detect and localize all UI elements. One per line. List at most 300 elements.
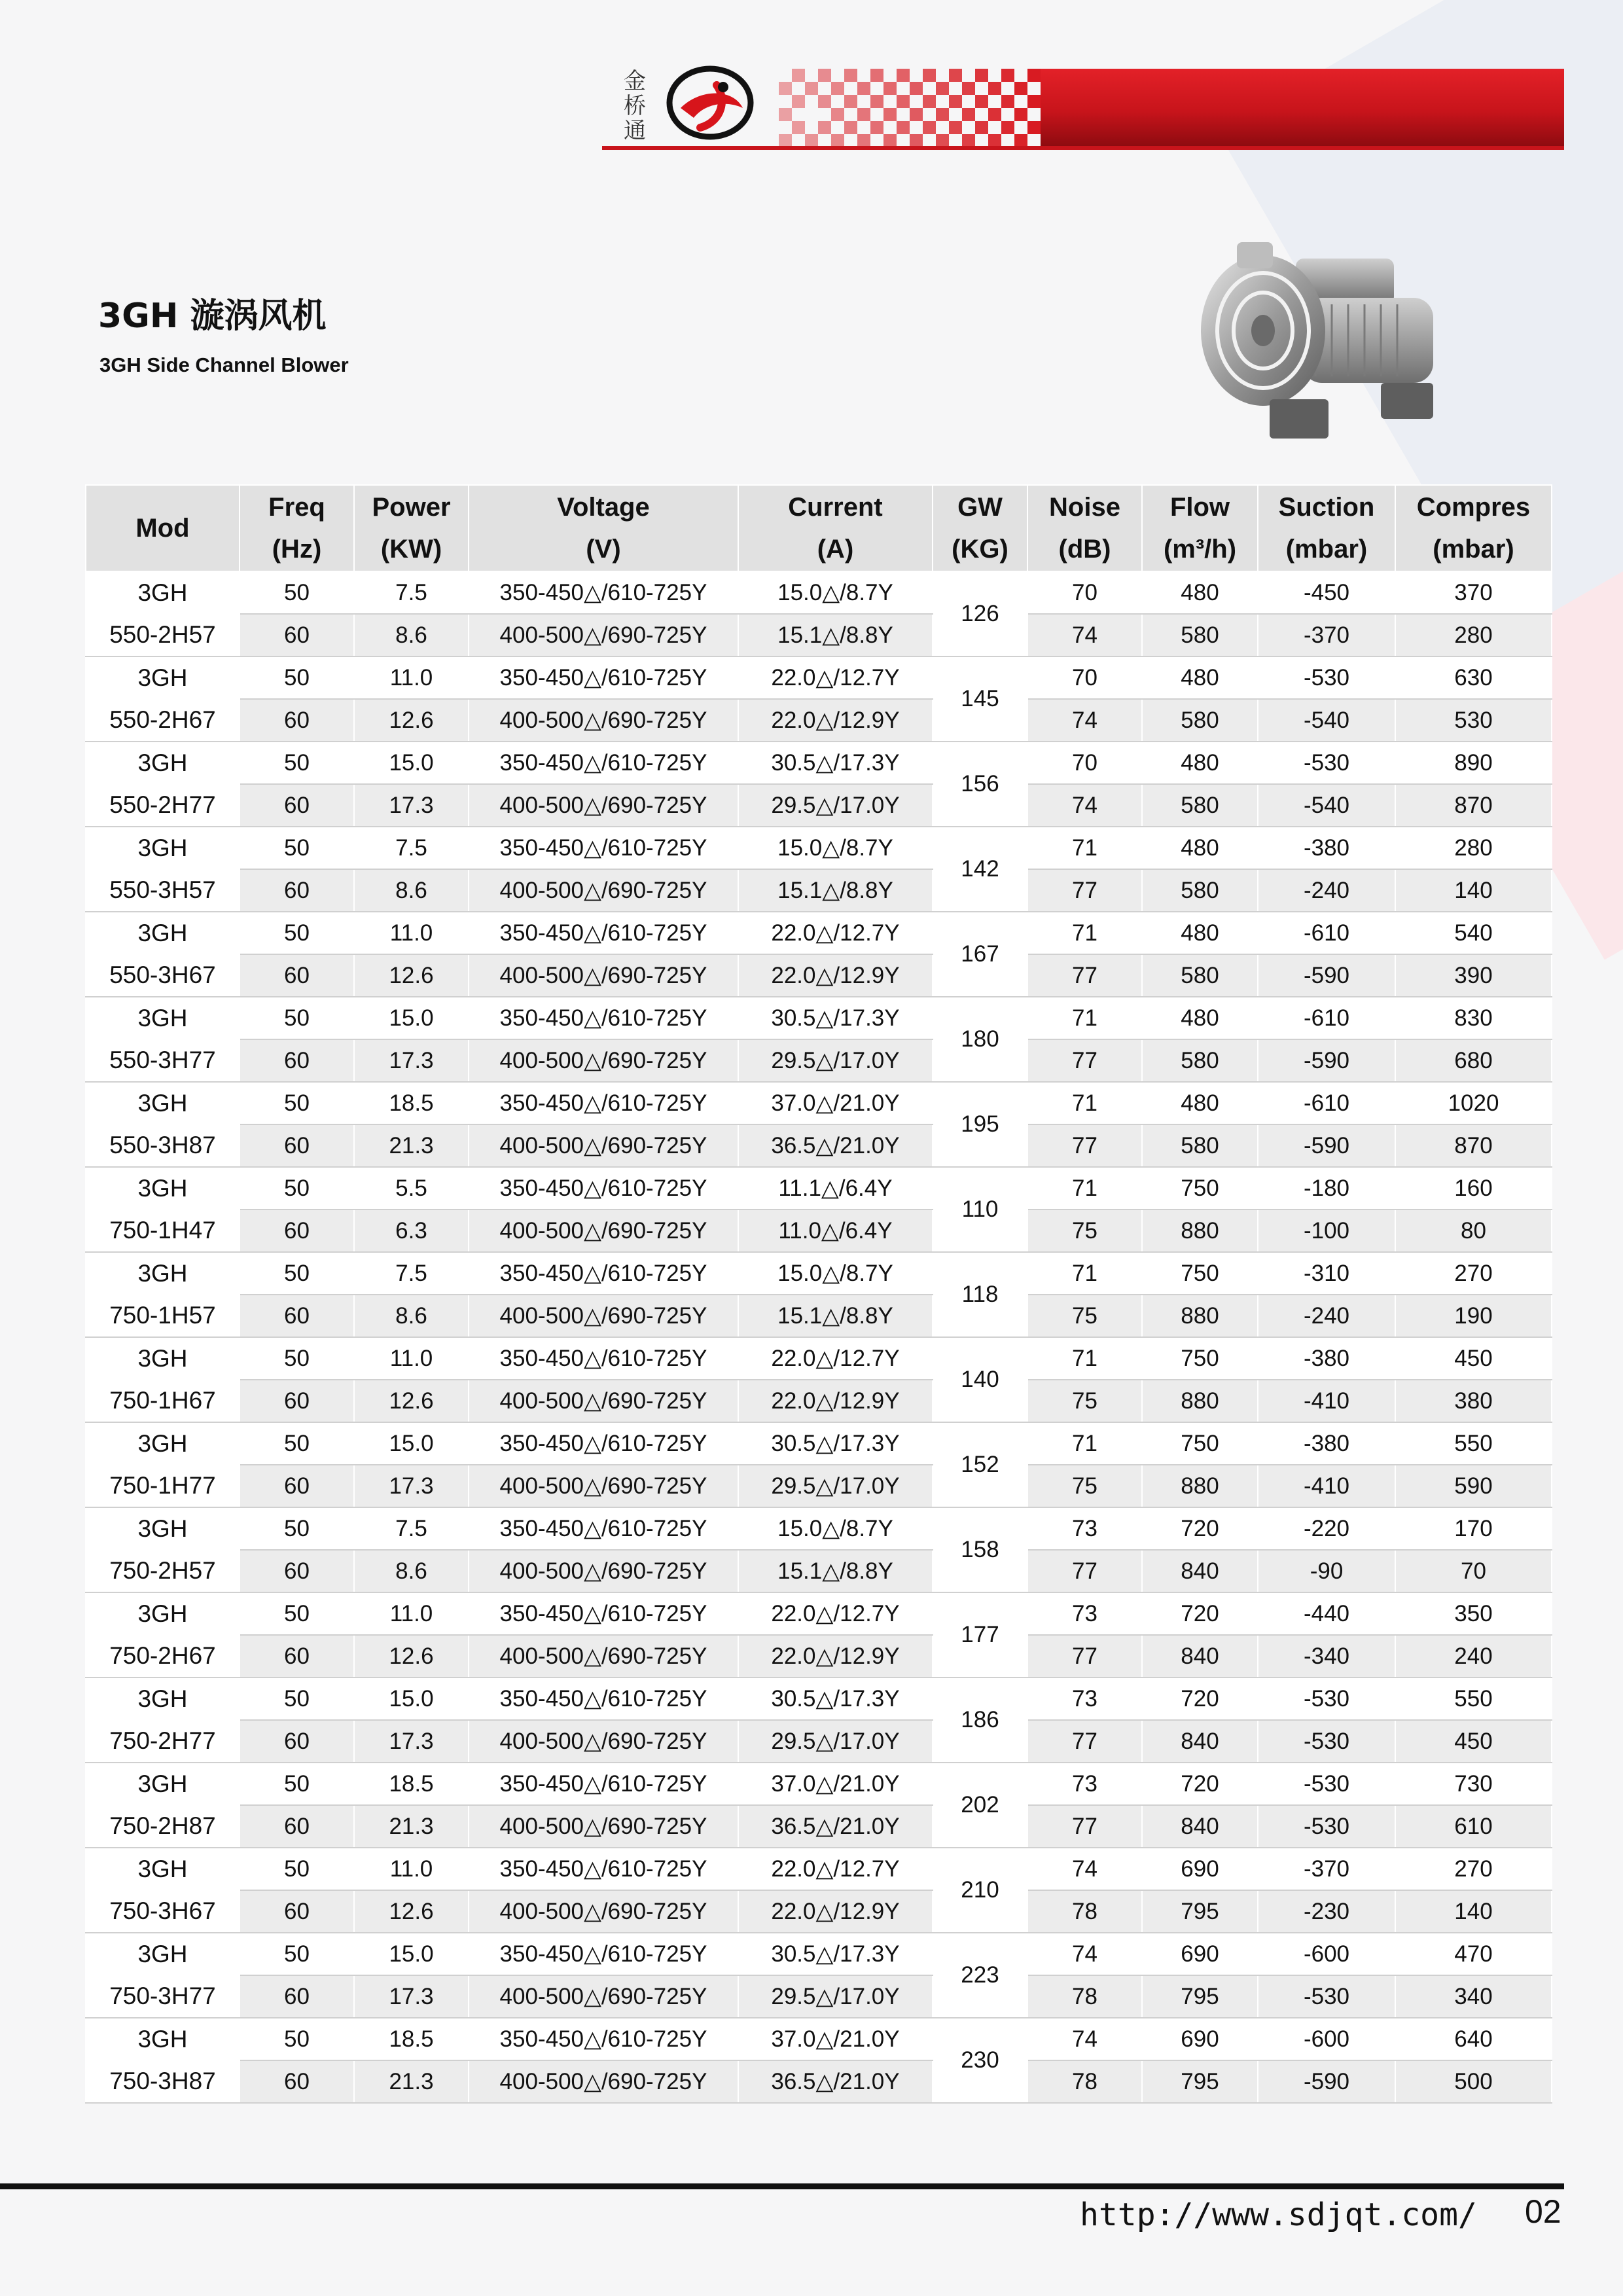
current-cell: 22.0△/12.9Y [738,954,933,997]
voltage-cell: 400-500△/690-725Y [469,1550,738,1592]
freq-cell: 60 [240,1465,354,1507]
noise-cell: 74 [1027,614,1142,656]
voltage-cell: 350-450△/610-725Y [469,827,738,869]
gw-cell: 152 [933,1422,1027,1507]
table-row [86,1592,1552,1635]
flow-cell: 580 [1142,1039,1258,1082]
model-number: 750-2H87 [109,1812,216,1839]
power-cell: 7.5 [354,827,469,869]
compres-cell: 380 [1395,1380,1552,1422]
model-series: 3GH [137,579,188,606]
model-number: 550-2H77 [109,791,216,818]
model-number: 750-3H77 [109,1982,216,2009]
compres-cell: 530 [1395,699,1552,742]
compres-cell: 240 [1395,1635,1552,1677]
noise-cell: 71 [1027,1252,1142,1295]
table-row [86,1550,1552,1592]
compres-cell: 630 [1395,656,1552,699]
model-cell [86,1337,240,1422]
model-cell [86,827,240,912]
flow-cell: 750 [1142,1252,1258,1295]
compres-cell: 160 [1395,1167,1552,1210]
voltage-cell: 400-500△/690-725Y [469,954,738,997]
current-cell: 22.0△/12.9Y [738,1635,933,1677]
suction-cell: -380 [1258,827,1395,869]
voltage-cell: 400-500△/690-725Y [469,784,738,827]
table-row [86,869,1552,912]
model-cell [86,1082,240,1167]
model-number: 750-1H77 [109,1472,216,1499]
power-cell: 12.6 [354,1890,469,1933]
flow-cell: 580 [1142,784,1258,827]
suction-cell: -530 [1258,1975,1395,2018]
noise-cell: 70 [1027,571,1142,614]
current-cell: 15.0△/8.7Y [738,1252,933,1295]
freq-cell: 50 [240,1677,354,1720]
flow-cell: 480 [1142,656,1258,699]
power-cell: 11.0 [354,1848,469,1890]
flow-cell: 840 [1142,1550,1258,1592]
freq-cell: 60 [240,1210,354,1252]
noise-cell: 71 [1027,1082,1142,1124]
voltage-cell: 350-450△/610-725Y [469,2018,738,2060]
suction-cell: -530 [1258,1720,1395,1763]
model-number: 750-2H67 [109,1642,216,1669]
freq-cell: 50 [240,912,354,954]
suction-cell: -240 [1258,869,1395,912]
flow-cell: 580 [1142,869,1258,912]
compres-cell: 140 [1395,869,1552,912]
model-cell [86,1507,240,1592]
power-cell: 12.6 [354,1380,469,1422]
current-cell: 11.0△/6.4Y [738,1210,933,1252]
current-cell: 29.5△/17.0Y [738,1039,933,1082]
flow-cell: 795 [1142,2060,1258,2103]
suction-cell: -530 [1258,1763,1395,1805]
compres-cell: 340 [1395,1975,1552,2018]
voltage-cell: 400-500△/690-725Y [469,1465,738,1507]
table-row [86,1465,1552,1507]
noise-cell: 71 [1027,912,1142,954]
column-header-unit: (V) [586,535,621,564]
table-row [86,827,1552,869]
noise-cell: 71 [1027,1422,1142,1465]
table-row [86,1252,1552,1295]
noise-cell: 75 [1027,1380,1142,1422]
model-series: 3GH [137,749,188,776]
flow-cell: 480 [1142,997,1258,1039]
freq-cell: 60 [240,869,354,912]
current-cell: 15.1△/8.8Y [738,614,933,656]
freq-cell: 50 [240,1763,354,1805]
model-number: 750-3H67 [109,1897,216,1924]
suction-cell: -180 [1258,1167,1395,1210]
freq-cell: 60 [240,1975,354,2018]
model-cell [86,997,240,1082]
voltage-cell: 400-500△/690-725Y [469,1975,738,2018]
suction-cell: -590 [1258,954,1395,997]
current-cell: 15.1△/8.8Y [738,869,933,912]
current-cell: 30.5△/17.3Y [738,1677,933,1720]
model-series: 3GH [137,1941,188,1967]
compres-cell: 140 [1395,1890,1552,1933]
suction-cell: -600 [1258,2018,1395,2060]
table-row [86,1635,1552,1677]
compres-cell: 270 [1395,1848,1552,1890]
freq-cell: 50 [240,1507,354,1550]
column-header-unit: (A) [817,535,854,564]
flow-cell: 480 [1142,571,1258,614]
model-cell [86,1592,240,1677]
power-cell: 21.3 [354,2060,469,2103]
table-row [86,997,1552,1039]
noise-cell: 70 [1027,656,1142,699]
current-cell: 30.5△/17.3Y [738,1933,933,1975]
column-header-label: GW [957,493,1003,522]
gw-cell: 167 [933,912,1027,997]
gw-cell: 110 [933,1167,1027,1252]
gw-cell: 158 [933,1507,1027,1592]
freq-cell: 60 [240,1890,354,1933]
gw-cell: 142 [933,827,1027,912]
column-header-label: Suction [1278,493,1375,522]
gw-cell: 202 [933,1763,1027,1848]
freq-cell: 50 [240,1337,354,1380]
voltage-cell: 350-450△/610-725Y [469,1337,738,1380]
gw-cell: 186 [933,1677,1027,1763]
model-series: 3GH [137,1005,188,1031]
freq-cell: 50 [240,1933,354,1975]
table-row [86,1848,1552,1890]
noise-cell: 74 [1027,1933,1142,1975]
model-series: 3GH [137,1515,188,1542]
noise-cell: 73 [1027,1763,1142,1805]
noise-cell: 75 [1027,1295,1142,1337]
flow-cell: 840 [1142,1635,1258,1677]
column-header [469,485,738,571]
table-header [86,485,1552,571]
current-cell: 15.0△/8.7Y [738,1507,933,1550]
current-cell: 22.0△/12.7Y [738,1848,933,1890]
table-row [86,1380,1552,1422]
freq-cell: 50 [240,656,354,699]
blower-product-image [1198,236,1459,452]
column-header-unit: (dB) [1058,535,1111,564]
noise-cell: 77 [1027,1550,1142,1592]
flow-cell: 750 [1142,1422,1258,1465]
power-cell: 12.6 [354,699,469,742]
flow-cell: 580 [1142,1124,1258,1167]
flow-cell: 795 [1142,1975,1258,2018]
current-cell: 36.5△/21.0Y [738,1805,933,1848]
model-cell [86,1677,240,1763]
compres-cell: 640 [1395,2018,1552,2060]
freq-cell: 60 [240,1295,354,1337]
suction-cell: -530 [1258,1805,1395,1848]
column-header [354,485,469,571]
freq-cell: 60 [240,1720,354,1763]
flow-cell: 840 [1142,1805,1258,1848]
suction-cell: -220 [1258,1507,1395,1550]
freq-cell: 50 [240,1422,354,1465]
model-number: 550-3H87 [109,1132,216,1158]
model-cell [86,912,240,997]
flow-cell: 720 [1142,1677,1258,1720]
footer-line [0,2183,1564,2189]
column-header-label: Voltage [557,493,650,522]
power-cell: 11.0 [354,656,469,699]
noise-cell: 73 [1027,1507,1142,1550]
power-cell: 17.3 [354,784,469,827]
gw-cell: 118 [933,1252,1027,1337]
voltage-cell: 400-500△/690-725Y [469,2060,738,2103]
flow-cell: 480 [1142,742,1258,784]
suction-cell: -450 [1258,571,1395,614]
compres-cell: 270 [1395,1252,1552,1295]
suction-cell: -380 [1258,1337,1395,1380]
current-cell: 22.0△/12.7Y [738,1337,933,1380]
compres-cell: 390 [1395,954,1552,997]
column-header [1027,485,1142,571]
page-title: 3GH 漩涡风机 [98,296,327,336]
table-row [86,1720,1552,1763]
suction-cell: -100 [1258,1210,1395,1252]
model-number: 550-3H67 [109,961,216,988]
compres-cell: 540 [1395,912,1552,954]
gw-cell: 177 [933,1592,1027,1677]
freq-cell: 60 [240,614,354,656]
model-number: 750-2H77 [109,1727,216,1754]
flow-cell: 580 [1142,614,1258,656]
current-cell: 15.0△/8.7Y [738,827,933,869]
power-cell: 15.0 [354,1933,469,1975]
power-cell: 6.3 [354,1210,469,1252]
flow-cell: 690 [1142,2018,1258,2060]
spec-table [85,484,1552,2104]
power-cell: 5.5 [354,1167,469,1210]
compres-cell: 830 [1395,997,1552,1039]
noise-cell: 71 [1027,1337,1142,1380]
freq-cell: 60 [240,784,354,827]
table-row [86,742,1552,784]
current-cell: 22.0△/12.9Y [738,1380,933,1422]
power-cell: 11.0 [354,912,469,954]
compres-cell: 550 [1395,1422,1552,1465]
power-cell: 17.3 [354,1975,469,2018]
voltage-cell: 350-450△/610-725Y [469,1933,738,1975]
current-cell: 29.5△/17.0Y [738,1720,933,1763]
flow-cell: 480 [1142,1082,1258,1124]
noise-cell: 77 [1027,1805,1142,1848]
compres-cell: 500 [1395,2060,1552,2103]
model-series: 3GH [137,1685,188,1712]
model-series: 3GH [137,1260,188,1287]
model-number: 550-3H57 [109,876,216,903]
column-header [1142,485,1258,571]
model-cell [86,1252,240,1337]
compres-cell: 730 [1395,1763,1552,1805]
column-header-unit: (mbar) [1285,535,1368,564]
noise-cell: 73 [1027,1592,1142,1635]
model-cell [86,1422,240,1507]
column-header-unit: (Hz) [272,535,322,564]
freq-cell: 50 [240,571,354,614]
current-cell: 37.0△/21.0Y [738,2018,933,2060]
footer-url: http://www.sdjqt.com/ [1080,2197,1477,2233]
noise-cell: 71 [1027,1167,1142,1210]
compres-cell: 870 [1395,1124,1552,1167]
freq-cell: 60 [240,699,354,742]
suction-cell: -530 [1258,656,1395,699]
power-cell: 17.3 [354,1720,469,1763]
voltage-cell: 350-450△/610-725Y [469,1592,738,1635]
logo-text: 金桥通 [624,68,646,144]
table-row [86,1507,1552,1550]
flow-cell: 750 [1142,1167,1258,1210]
suction-cell: -590 [1258,2060,1395,2103]
column-header-label: Power [372,493,451,522]
compres-cell: 470 [1395,1933,1552,1975]
compres-cell: 190 [1395,1295,1552,1337]
freq-cell: 60 [240,1550,354,1592]
current-cell: 36.5△/21.0Y [738,2060,933,2103]
gw-cell: 223 [933,1933,1027,2018]
noise-cell: 75 [1027,1465,1142,1507]
suction-cell: -540 [1258,784,1395,827]
voltage-cell: 350-450△/610-725Y [469,1763,738,1805]
voltage-cell: 400-500△/690-725Y [469,1380,738,1422]
table-row [86,954,1552,997]
table-row [86,1124,1552,1167]
model-series: 3GH [137,834,188,861]
current-cell: 30.5△/17.3Y [738,742,933,784]
suction-cell: -90 [1258,1550,1395,1592]
suction-cell: -610 [1258,997,1395,1039]
noise-cell: 77 [1027,954,1142,997]
gw-cell: 210 [933,1848,1027,1933]
voltage-cell: 400-500△/690-725Y [469,1805,738,1848]
current-cell: 37.0△/21.0Y [738,1763,933,1805]
compres-cell: 450 [1395,1337,1552,1380]
voltage-cell: 350-450△/610-725Y [469,571,738,614]
flow-cell: 480 [1142,912,1258,954]
header-row [86,485,1552,571]
power-cell: 15.0 [354,1677,469,1720]
compres-cell: 280 [1395,827,1552,869]
model-series: 3GH [137,1345,188,1372]
table-row [86,1295,1552,1337]
current-cell: 30.5△/17.3Y [738,1422,933,1465]
freq-cell: 50 [240,997,354,1039]
suction-cell: -590 [1258,1039,1395,1082]
suction-cell: -410 [1258,1380,1395,1422]
compres-cell: 870 [1395,784,1552,827]
suction-cell: -240 [1258,1295,1395,1337]
current-cell: 29.5△/17.0Y [738,1465,933,1507]
noise-cell: 74 [1027,784,1142,827]
power-cell: 8.6 [354,869,469,912]
flow-cell: 580 [1142,954,1258,997]
power-cell: 15.0 [354,997,469,1039]
power-cell: 7.5 [354,571,469,614]
current-cell: 15.0△/8.7Y [738,571,933,614]
power-cell: 11.0 [354,1337,469,1380]
model-series: 3GH [137,1600,188,1627]
table-row [86,912,1552,954]
model-number: 750-3H87 [109,2068,216,2094]
table-row [86,1422,1552,1465]
voltage-cell: 400-500△/690-725Y [469,1210,738,1252]
noise-cell: 74 [1027,1848,1142,1890]
column-header [738,485,933,571]
current-cell: 15.1△/8.8Y [738,1550,933,1592]
gw-cell: 230 [933,2018,1027,2103]
voltage-cell: 400-500△/690-725Y [469,1635,738,1677]
model-series: 3GH [137,920,188,946]
table-row [86,699,1552,742]
table-row [86,2060,1552,2103]
voltage-cell: 400-500△/690-725Y [469,699,738,742]
current-cell: 22.0△/12.7Y [738,1592,933,1635]
power-cell: 11.0 [354,1592,469,1635]
model-cell [86,1167,240,1252]
voltage-cell: 350-450△/610-725Y [469,1422,738,1465]
column-header-unit: (m³/h) [1163,535,1237,564]
power-cell: 18.5 [354,2018,469,2060]
table-row [86,1039,1552,1082]
voltage-cell: 350-450△/610-725Y [469,1252,738,1295]
flow-cell: 880 [1142,1465,1258,1507]
noise-cell: 74 [1027,699,1142,742]
compres-cell: 890 [1395,742,1552,784]
page-subtitle: 3GH Side Channel Blower [99,353,349,376]
current-cell: 30.5△/17.3Y [738,997,933,1039]
freq-cell: 50 [240,827,354,869]
compres-cell: 610 [1395,1805,1552,1848]
suction-cell: -540 [1258,699,1395,742]
noise-cell: 71 [1027,997,1142,1039]
compres-cell: 350 [1395,1592,1552,1635]
suction-cell: -380 [1258,1422,1395,1465]
gw-cell: 156 [933,742,1027,827]
model-cell [86,2018,240,2103]
table-body [86,571,1552,2103]
model-number: 550-2H67 [109,706,216,733]
column-header-unit: (mbar) [1433,535,1514,564]
freq-cell: 50 [240,1592,354,1635]
column-header-label: Current [788,493,883,522]
current-cell: 22.0△/12.7Y [738,656,933,699]
freq-cell: 50 [240,742,354,784]
compres-cell: 80 [1395,1210,1552,1252]
compres-cell: 370 [1395,571,1552,614]
model-series: 3GH [137,1175,188,1202]
voltage-cell: 400-500△/690-725Y [469,614,738,656]
current-cell: 29.5△/17.0Y [738,784,933,827]
model-series: 3GH [137,1856,188,1882]
current-cell: 22.0△/12.9Y [738,1890,933,1933]
voltage-cell: 350-450△/610-725Y [469,656,738,699]
current-cell: 29.5△/17.0Y [738,1975,933,2018]
current-cell: 22.0△/12.7Y [738,912,933,954]
suction-cell: -440 [1258,1592,1395,1635]
model-cell [86,1763,240,1848]
model-number: 750-2H57 [109,1557,216,1584]
current-cell: 36.5△/21.0Y [738,1124,933,1167]
model-cell [86,1933,240,2018]
flow-cell: 840 [1142,1720,1258,1763]
flow-cell: 720 [1142,1763,1258,1805]
